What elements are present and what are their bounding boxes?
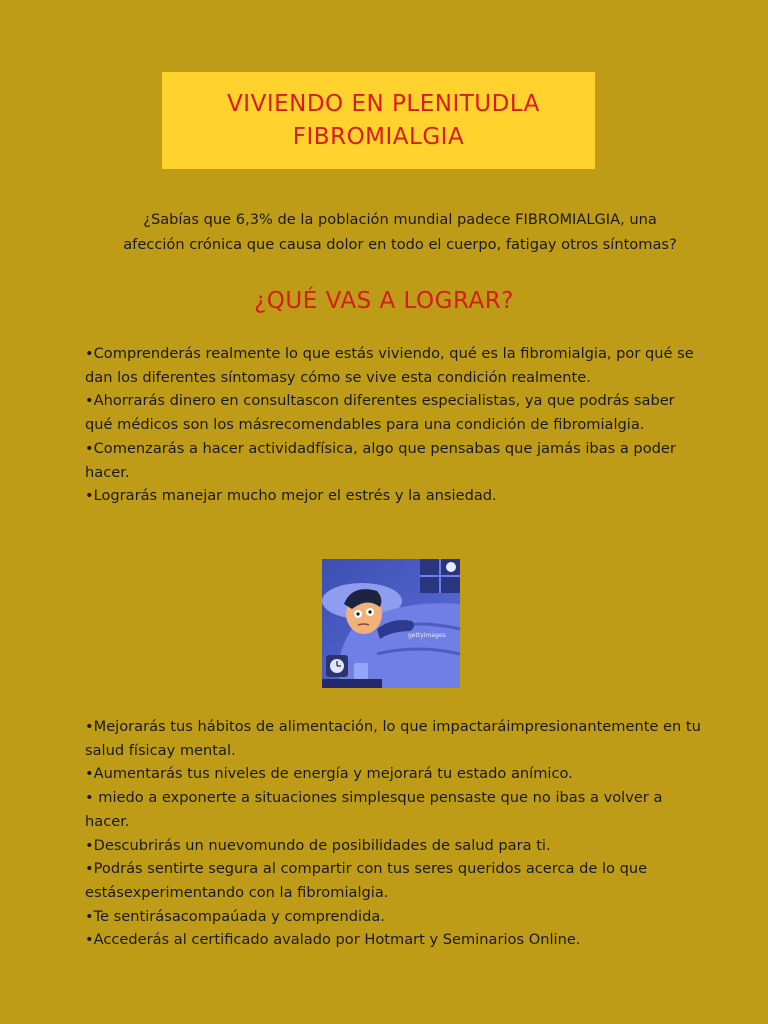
intro-paragraph (80, 207, 720, 257)
title-line-1: VIVIENDO EN PLENITUDLA (227, 90, 540, 117)
benefit-item: •Ahorrarás dinero en consultascon diferentes especialistas, ya que podrás saber qué médicos son los másrecomendables para una condición de fibromialgia. (85, 392, 675, 434)
title-line-2: FIBROMIALGIA (292, 123, 465, 150)
sleepless-person-illustration (322, 559, 460, 688)
benefit-item: •Lograrás manejar mucho mejor el estrés y la ansiedad. (85, 487, 497, 505)
benefit-item: •Aumentarás tus niveles de energía y mejorará tu estado anímico. (85, 765, 573, 783)
benefit-item: •Podrás sentirte segura al compartir con tus seres queridos acerca de lo que estásexperimentando con la fibromialgia. (85, 860, 648, 901)
benefit-item: •Te sentirásacompaúada y comprendida. (85, 907, 385, 925)
benefit-item: • miedo a exponerte a situaciones simplesque pensaste que no ibas a volver a hacer. (85, 789, 663, 830)
section-heading: ¿QUÉ VAS A LOGRAR? (254, 288, 514, 314)
intro-line-1: ¿Sabías que 6,3% de la población mundial padece FIBROMIALGIA, una (143, 211, 657, 228)
image-watermark: gettyimages (408, 632, 446, 639)
benefit-item: •Comprenderás realmente lo que estás viviendo, qué es la fibromialgia, por qué se dan los diferentes síntomasy cómo se vive esta condición realmente. (85, 345, 694, 386)
benefit-item: •Comenzarás a hacer actividadfísica, algo que pensabas que jamás ibas a poder hacer. (85, 439, 676, 481)
benefit-item: •Mejorarás tus hábitos de alimentación, lo que impactaráimpresionantemente en tu salud físicay mental. (85, 718, 701, 759)
benefit-item: •Descubrirás un nuevomundo de posibilidades de salud para ti. (85, 836, 551, 854)
intro-line-2: afección crónica que causa dolor en todo el cuerpo, fatigay otros síntomas? (123, 236, 677, 253)
benefits-list-first (85, 342, 705, 508)
title-banner (162, 72, 595, 169)
benefit-item: •Accederás al certificado avalado por Hotmart y Seminarios Online. (85, 931, 581, 949)
benefits-list-second (85, 715, 705, 952)
